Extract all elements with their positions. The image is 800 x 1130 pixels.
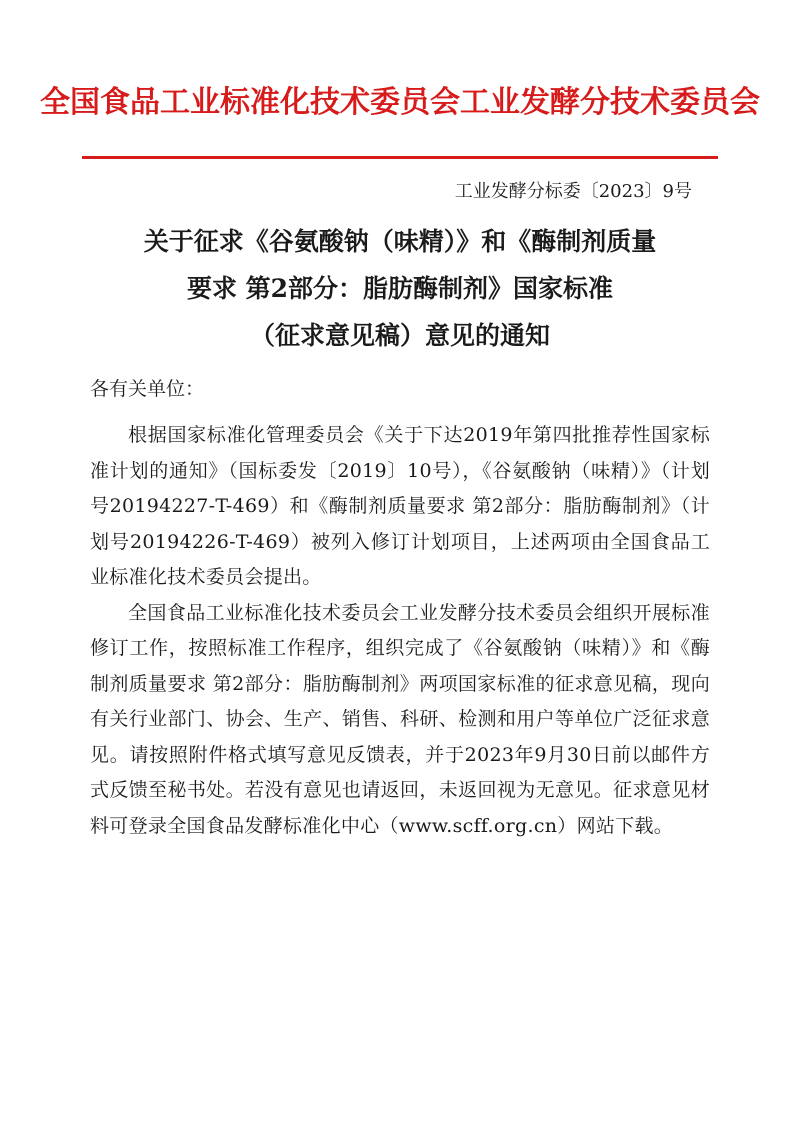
notice-body <box>90 418 710 844</box>
title-line: 要求 第2部分：脂肪酶制剂》国家标准 <box>186 274 614 303</box>
salutation: 各有关单位： <box>90 378 205 400</box>
title-line: （征求意见稿）意见的通知 <box>249 321 550 350</box>
issuing-organization-header: 全国食品工业标准化技术委员会工业发酵分技术委员会 <box>40 85 760 120</box>
document-number: 工业发酵分标委〔2023〕9号 <box>454 181 692 202</box>
document-title <box>60 218 740 359</box>
title-line: 关于征求《谷氨酸钠（味精）》和《酶制剂质量 <box>143 227 657 256</box>
body-paragraph: 全国食品工业标准化技术委员会工业发酵分技术委员会组织开展标准修订工作，按照标准工作程序，组织完成了《谷氨酸钠（味精）》和《酶制剂质量要求 第2部分：脂肪酶制剂》两项国家标准的征求意见稿，现向有关行业部门、协会、生产、销售、科研、检测和用户等单位广泛征求意见。请按照附件格式填写意见反馈表，并于2023年9月30日前以邮件方式反馈至秘书处。若没有意见也请返回，未返回视为无意见。征求意见材料可登录全国食品发酵标准化中心（www.scff.org.cn）网站下载。 <box>90 601 710 837</box>
red-header-divider <box>82 156 718 159</box>
body-paragraph: 根据国家标准化管理委员会《关于下达2019年第四批推荐性国家标准计划的通知》（国标委发〔2019〕10号），《谷氨酸钠（味精）》（计划号20194227-T-469）和《酶制剂质量要求 第2部分：脂肪酶制剂》（计划号20194226-T-469）被列入修订计划项目，上述两项由全国食品工业标准化技术委员会提出。 <box>90 424 710 588</box>
